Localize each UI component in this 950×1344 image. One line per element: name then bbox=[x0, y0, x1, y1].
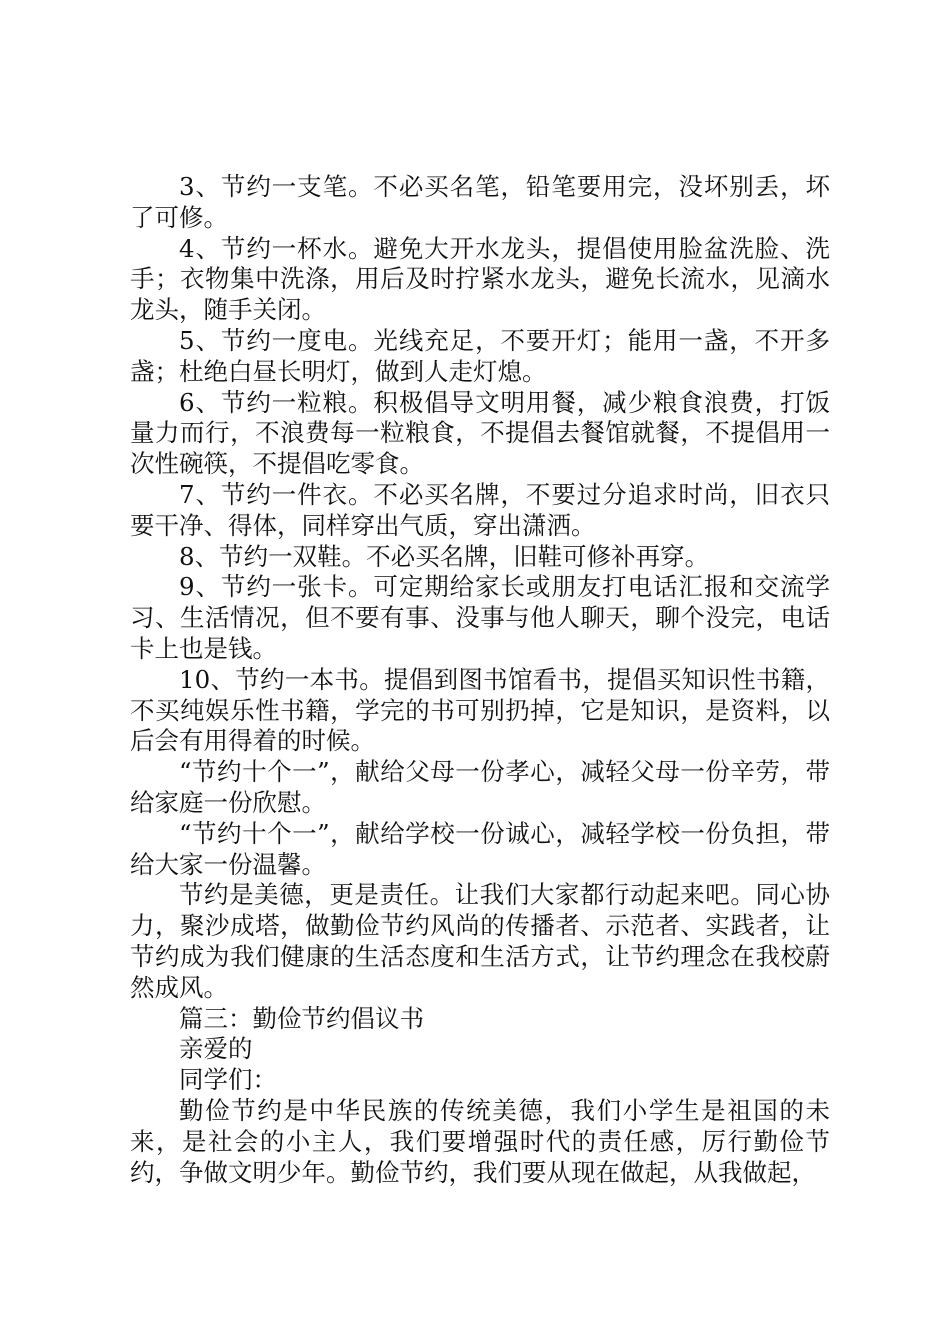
paragraph-item-7-clothes: 7、节约一件衣。不必买名牌，不要过分追求时尚，旧衣只要干净、得体，同样穿出气质，穿出潇洒。 bbox=[130, 479, 830, 540]
paragraph-item-10-book: 10、节约一本书。提倡到图书馆看书，提倡买知识性书籍，不买纯娱乐性书籍，学完的书可别扔掉，它是知识，是资料，以后会有用得着的时候。 bbox=[130, 664, 830, 756]
paragraph-item-9-card: 9、节约一张卡。可定期给家长或朋友打电话汇报和交流学习、生活情况，但不要有事、没事与他人聊天，聊个没完，电话卡上也是钱。 bbox=[130, 572, 830, 663]
paragraph-intro: 勤俭节约是中华民族的传统美德，我们小学生是祖国的未来，是社会的小主人，我们要增强时代的责任感，厉行勤俭节约，争做文明少年。勤俭节约，我们要从现在做起，从我做起， bbox=[130, 1095, 830, 1187]
paragraph-item-4-water: 4、节约一杯水。避免大开水龙头，提倡使用脸盆洗脸、洗手；衣物集中洗涤，用后及时拧紧水龙头，避免长流水，见滴水龙头，随手关闭。 bbox=[130, 233, 830, 325]
paragraph-school: “节约十个一”，献给学校一份诚心，减轻学校一份负担，带给大家一份温馨。 bbox=[130, 818, 830, 879]
paragraph-item-8-shoes: 8、节约一双鞋。不必买名牌，旧鞋可修补再穿。 bbox=[179, 541, 710, 571]
paragraph-item-3-pen: 3、节约一支笔。不必买名笔，铅笔要用完，没坏别丢，坏了可修。 bbox=[130, 172, 830, 232]
salutation-line-2: 同学们： bbox=[179, 1065, 277, 1095]
paragraph-conclusion: 节约是美德，更是责任。让我们大家都行动起来吧。同心协力，聚沙成塔，做勤俭节约风尚的传播者、示范者、实践者，让节约成为我们健康的生活态度和生活方式，让节约理念在我校蔚然成风。 bbox=[130, 880, 830, 1002]
salutation-line-1: 亲爱的 bbox=[179, 1034, 253, 1064]
paragraph-item-5-electricity: 5、节约一度电。光线充足，不要开灯；能用一盏，不开多盏；杜绝白昼长明灯，做到人走灯熄。 bbox=[130, 325, 830, 386]
section-heading: 篇三：勤俭节约倡议书 bbox=[179, 1003, 424, 1033]
document-body bbox=[130, 172, 830, 1188]
paragraph-item-6-grain: 6、节约一粒粮。积极倡导文明用餐，减少粮食浪费，打饭量力而行，不浪费每一粒粮食，不提倡去餐馆就餐，不提倡用一次性碗筷，不提倡吃零食。 bbox=[130, 387, 830, 479]
paragraph-parents: “节约十个一”，献给父母一份孝心，减轻父母一份辛劳，带给家庭一份欣慰。 bbox=[130, 757, 830, 817]
